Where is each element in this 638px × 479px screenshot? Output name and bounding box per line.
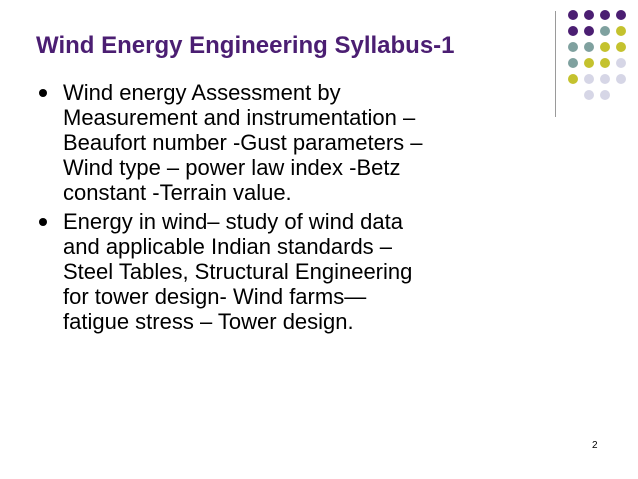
bullet-line: Wind type – power law index -Betz [63, 155, 401, 180]
decorative-dot [584, 42, 594, 52]
bullet-item-1 [36, 80, 536, 205]
decorative-dot [568, 58, 578, 68]
bullet-line: for tower design- Wind farms— [63, 284, 367, 309]
decorative-dot [600, 74, 610, 84]
decorative-dot-grid [568, 10, 638, 110]
decorative-dot [600, 58, 610, 68]
vertical-divider [555, 11, 556, 117]
decorative-dot [616, 42, 626, 52]
bullet-line: Measurement and instrumentation – [63, 105, 416, 130]
decorative-dot [568, 42, 578, 52]
bullet-line: fatigue stress – Tower design. [63, 309, 354, 334]
decorative-dot [584, 26, 594, 36]
bullet-line: Steel Tables, Structural Engineering [63, 259, 413, 284]
decorative-dot [584, 90, 594, 100]
decorative-dot [600, 26, 610, 36]
bullet-list [36, 80, 536, 338]
decorative-dot [616, 58, 626, 68]
decorative-dot [616, 10, 626, 20]
decorative-dot [568, 74, 578, 84]
decorative-dot [568, 10, 578, 20]
decorative-dot [616, 74, 626, 84]
decorative-dot [600, 90, 610, 100]
decorative-dot [568, 26, 578, 36]
bullet-dot-icon [39, 89, 47, 97]
bullet-line: Energy in wind– study of wind data [63, 209, 403, 234]
bullet-line: Wind energy Assessment by [63, 80, 341, 105]
page-number: 2 [592, 440, 598, 451]
decorative-dot [584, 58, 594, 68]
decorative-dot [600, 10, 610, 20]
decorative-dot [600, 42, 610, 52]
bullet-line: and applicable Indian standards – [63, 234, 393, 259]
decorative-dot [616, 26, 626, 36]
decorative-dot [584, 10, 594, 20]
bullet-line: Beaufort number -Gust parameters – [63, 130, 423, 155]
bullet-line: constant -Terrain value. [63, 180, 292, 205]
decorative-dot [584, 74, 594, 84]
bullet-item-2 [36, 209, 536, 334]
slide-title: Wind Energy Engineering Syllabus-1 [36, 32, 455, 59]
bullet-dot-icon [39, 218, 47, 226]
